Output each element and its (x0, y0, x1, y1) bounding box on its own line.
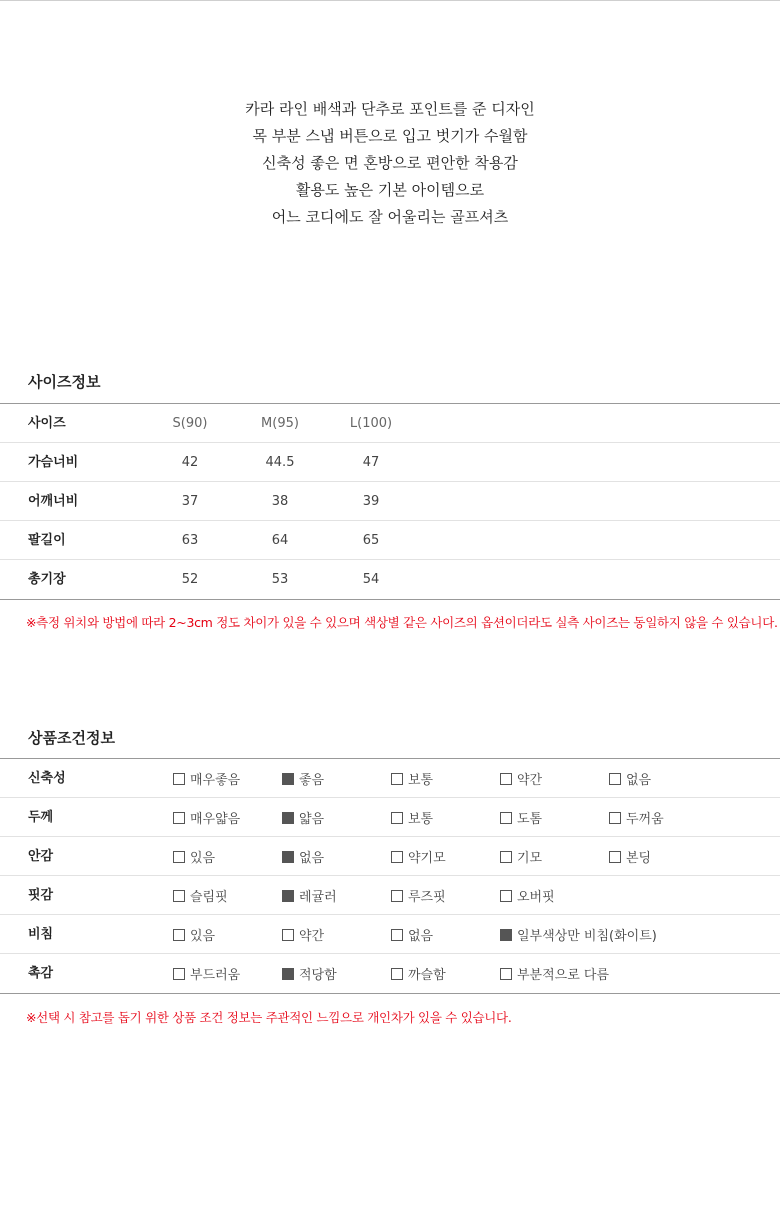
option-label: 까슬함 (408, 968, 446, 983)
cell-value: 53 (271, 572, 289, 587)
checkbox-icon (173, 773, 185, 785)
condition-note: ※선택 시 참고를 돕기 위한 상품 조건 정보는 주관적인 느낌으로 개인차가 있을 수 있습니다. (26, 1010, 512, 1025)
size-table-header (0, 404, 780, 443)
checkbox-icon (173, 812, 185, 824)
condition-option (609, 798, 664, 837)
condition-option (282, 915, 324, 954)
condition-option (173, 759, 240, 798)
condition-option (500, 915, 657, 954)
condition-option (282, 954, 337, 993)
table-row (0, 560, 780, 599)
cell-value: 64 (271, 533, 289, 548)
table-row (0, 915, 780, 954)
row-label: 안감 (28, 849, 54, 864)
condition-option (173, 915, 215, 954)
cell-value: 37 (181, 494, 199, 509)
condition-option (173, 954, 240, 993)
top-divider (0, 0, 780, 1)
option-label: 보통 (408, 773, 434, 788)
description-line: 어느 코디에도 잘 어울리는 골프셔츠 (271, 208, 509, 226)
description-line: 활용도 높은 기본 아이템으로 (295, 181, 485, 199)
row-label: 비침 (28, 927, 54, 942)
condition-option (391, 837, 446, 876)
option-label: 있음 (190, 851, 216, 866)
table-row (0, 954, 780, 993)
option-label: 슬림핏 (190, 890, 228, 905)
option-label: 본딩 (626, 851, 652, 866)
description-line: 카라 라인 배색과 단추로 포인트를 준 디자인 (245, 100, 535, 118)
size-header-label: 사이즈 (28, 416, 66, 431)
condition-option (391, 915, 433, 954)
option-label: 일부색상만 비침(화이트) (517, 929, 657, 944)
condition-option (391, 876, 446, 915)
checkbox-icon (173, 890, 185, 902)
row-label: 팔길이 (28, 533, 66, 548)
row-label: 가슴너비 (28, 455, 79, 470)
option-label: 없음 (408, 929, 434, 944)
table-row (0, 443, 780, 482)
checkbox-icon (500, 773, 512, 785)
option-label: 좋음 (299, 773, 325, 788)
condition-option (282, 837, 324, 876)
size-table (0, 403, 780, 600)
checkbox-icon (609, 812, 621, 824)
cell-value: 65 (362, 533, 380, 548)
table-row (0, 521, 780, 560)
cell-value: 38 (271, 494, 289, 509)
condition-option (391, 759, 433, 798)
row-label: 신축성 (28, 771, 66, 786)
checkbox-icon (391, 890, 403, 902)
checkbox-checked-icon (282, 890, 294, 902)
condition-option (500, 759, 542, 798)
condition-option (609, 759, 651, 798)
condition-option (500, 954, 609, 993)
checkbox-icon (173, 929, 185, 941)
option-label: 없음 (299, 851, 325, 866)
option-label: 적당함 (299, 968, 337, 983)
checkbox-icon (500, 812, 512, 824)
checkbox-icon (391, 812, 403, 824)
option-label: 약간 (299, 929, 325, 944)
row-label: 핏감 (28, 888, 54, 903)
row-label: 두께 (28, 810, 54, 825)
option-label: 있음 (190, 929, 216, 944)
option-label: 얇음 (299, 812, 325, 827)
condition-option (391, 798, 433, 837)
size-info-title: 사이즈정보 (28, 373, 101, 391)
product-description (0, 96, 780, 231)
checkbox-icon (500, 851, 512, 863)
option-label: 보통 (408, 812, 434, 827)
option-label: 약간 (517, 773, 543, 788)
condition-option (282, 798, 324, 837)
cell-value: 42 (181, 455, 199, 470)
checkbox-icon (500, 968, 512, 980)
checkbox-icon (391, 773, 403, 785)
option-label: 도톰 (517, 812, 543, 827)
condition-option (173, 837, 215, 876)
condition-option (282, 876, 337, 915)
option-label: 루즈핏 (408, 890, 446, 905)
checkbox-icon (173, 968, 185, 980)
condition-option (500, 798, 542, 837)
checkbox-checked-icon (282, 773, 294, 785)
checkbox-icon (391, 851, 403, 863)
cell-value: 52 (181, 572, 199, 587)
description-line: 목 부분 스냅 버튼으로 입고 벗기가 수월함 (252, 127, 528, 145)
checkbox-icon (282, 929, 294, 941)
table-row (0, 837, 780, 876)
option-label: 부드러움 (190, 968, 241, 983)
checkbox-icon (173, 851, 185, 863)
option-label: 약기모 (408, 851, 446, 866)
condition-option (173, 798, 240, 837)
option-label: 없음 (626, 773, 652, 788)
cell-value: 63 (181, 533, 199, 548)
checkbox-icon (391, 968, 403, 980)
option-label: 매우좋음 (190, 773, 241, 788)
row-label: 어깨너비 (28, 494, 79, 509)
size-header-s: S(90) (172, 416, 208, 431)
cell-value: 54 (362, 572, 380, 587)
checkbox-icon (609, 851, 621, 863)
table-row (0, 759, 780, 798)
option-label: 기모 (517, 851, 543, 866)
table-row (0, 798, 780, 837)
checkbox-icon (500, 890, 512, 902)
condition-option (609, 837, 651, 876)
size-note: ※측정 위치와 방법에 따라 2~3cm 정도 차이가 있을 수 있으며 색상별 같은 사이즈의 옵션이더라도 실측 사이즈는 동일하지 않을 수 있습니다. (26, 615, 778, 630)
row-label: 총기장 (28, 572, 66, 587)
option-label: 매우얇음 (190, 812, 241, 827)
table-row (0, 482, 780, 521)
condition-option (173, 876, 228, 915)
size-header-l: L(100) (349, 416, 393, 431)
condition-info-title: 상품조건정보 (28, 729, 115, 747)
row-label: 촉감 (28, 966, 54, 981)
option-label: 부분적으로 다름 (517, 968, 610, 983)
condition-option (500, 837, 542, 876)
condition-table (0, 758, 780, 994)
table-row (0, 876, 780, 915)
cell-value: 47 (362, 455, 380, 470)
checkbox-icon (391, 929, 403, 941)
checkbox-checked-icon (282, 968, 294, 980)
condition-option (282, 759, 324, 798)
checkbox-checked-icon (282, 812, 294, 824)
size-header-m: M(95) (261, 416, 299, 431)
condition-option (500, 876, 555, 915)
option-label: 오버핏 (517, 890, 555, 905)
cell-value: 44.5 (265, 455, 295, 470)
condition-option (391, 954, 446, 993)
checkbox-checked-icon (500, 929, 512, 941)
option-label: 레귤러 (299, 890, 337, 905)
checkbox-icon (609, 773, 621, 785)
cell-value: 39 (362, 494, 380, 509)
option-label: 두꺼움 (626, 812, 664, 827)
description-line: 신축성 좋은 면 혼방으로 편안한 착용감 (262, 154, 518, 172)
checkbox-checked-icon (282, 851, 294, 863)
